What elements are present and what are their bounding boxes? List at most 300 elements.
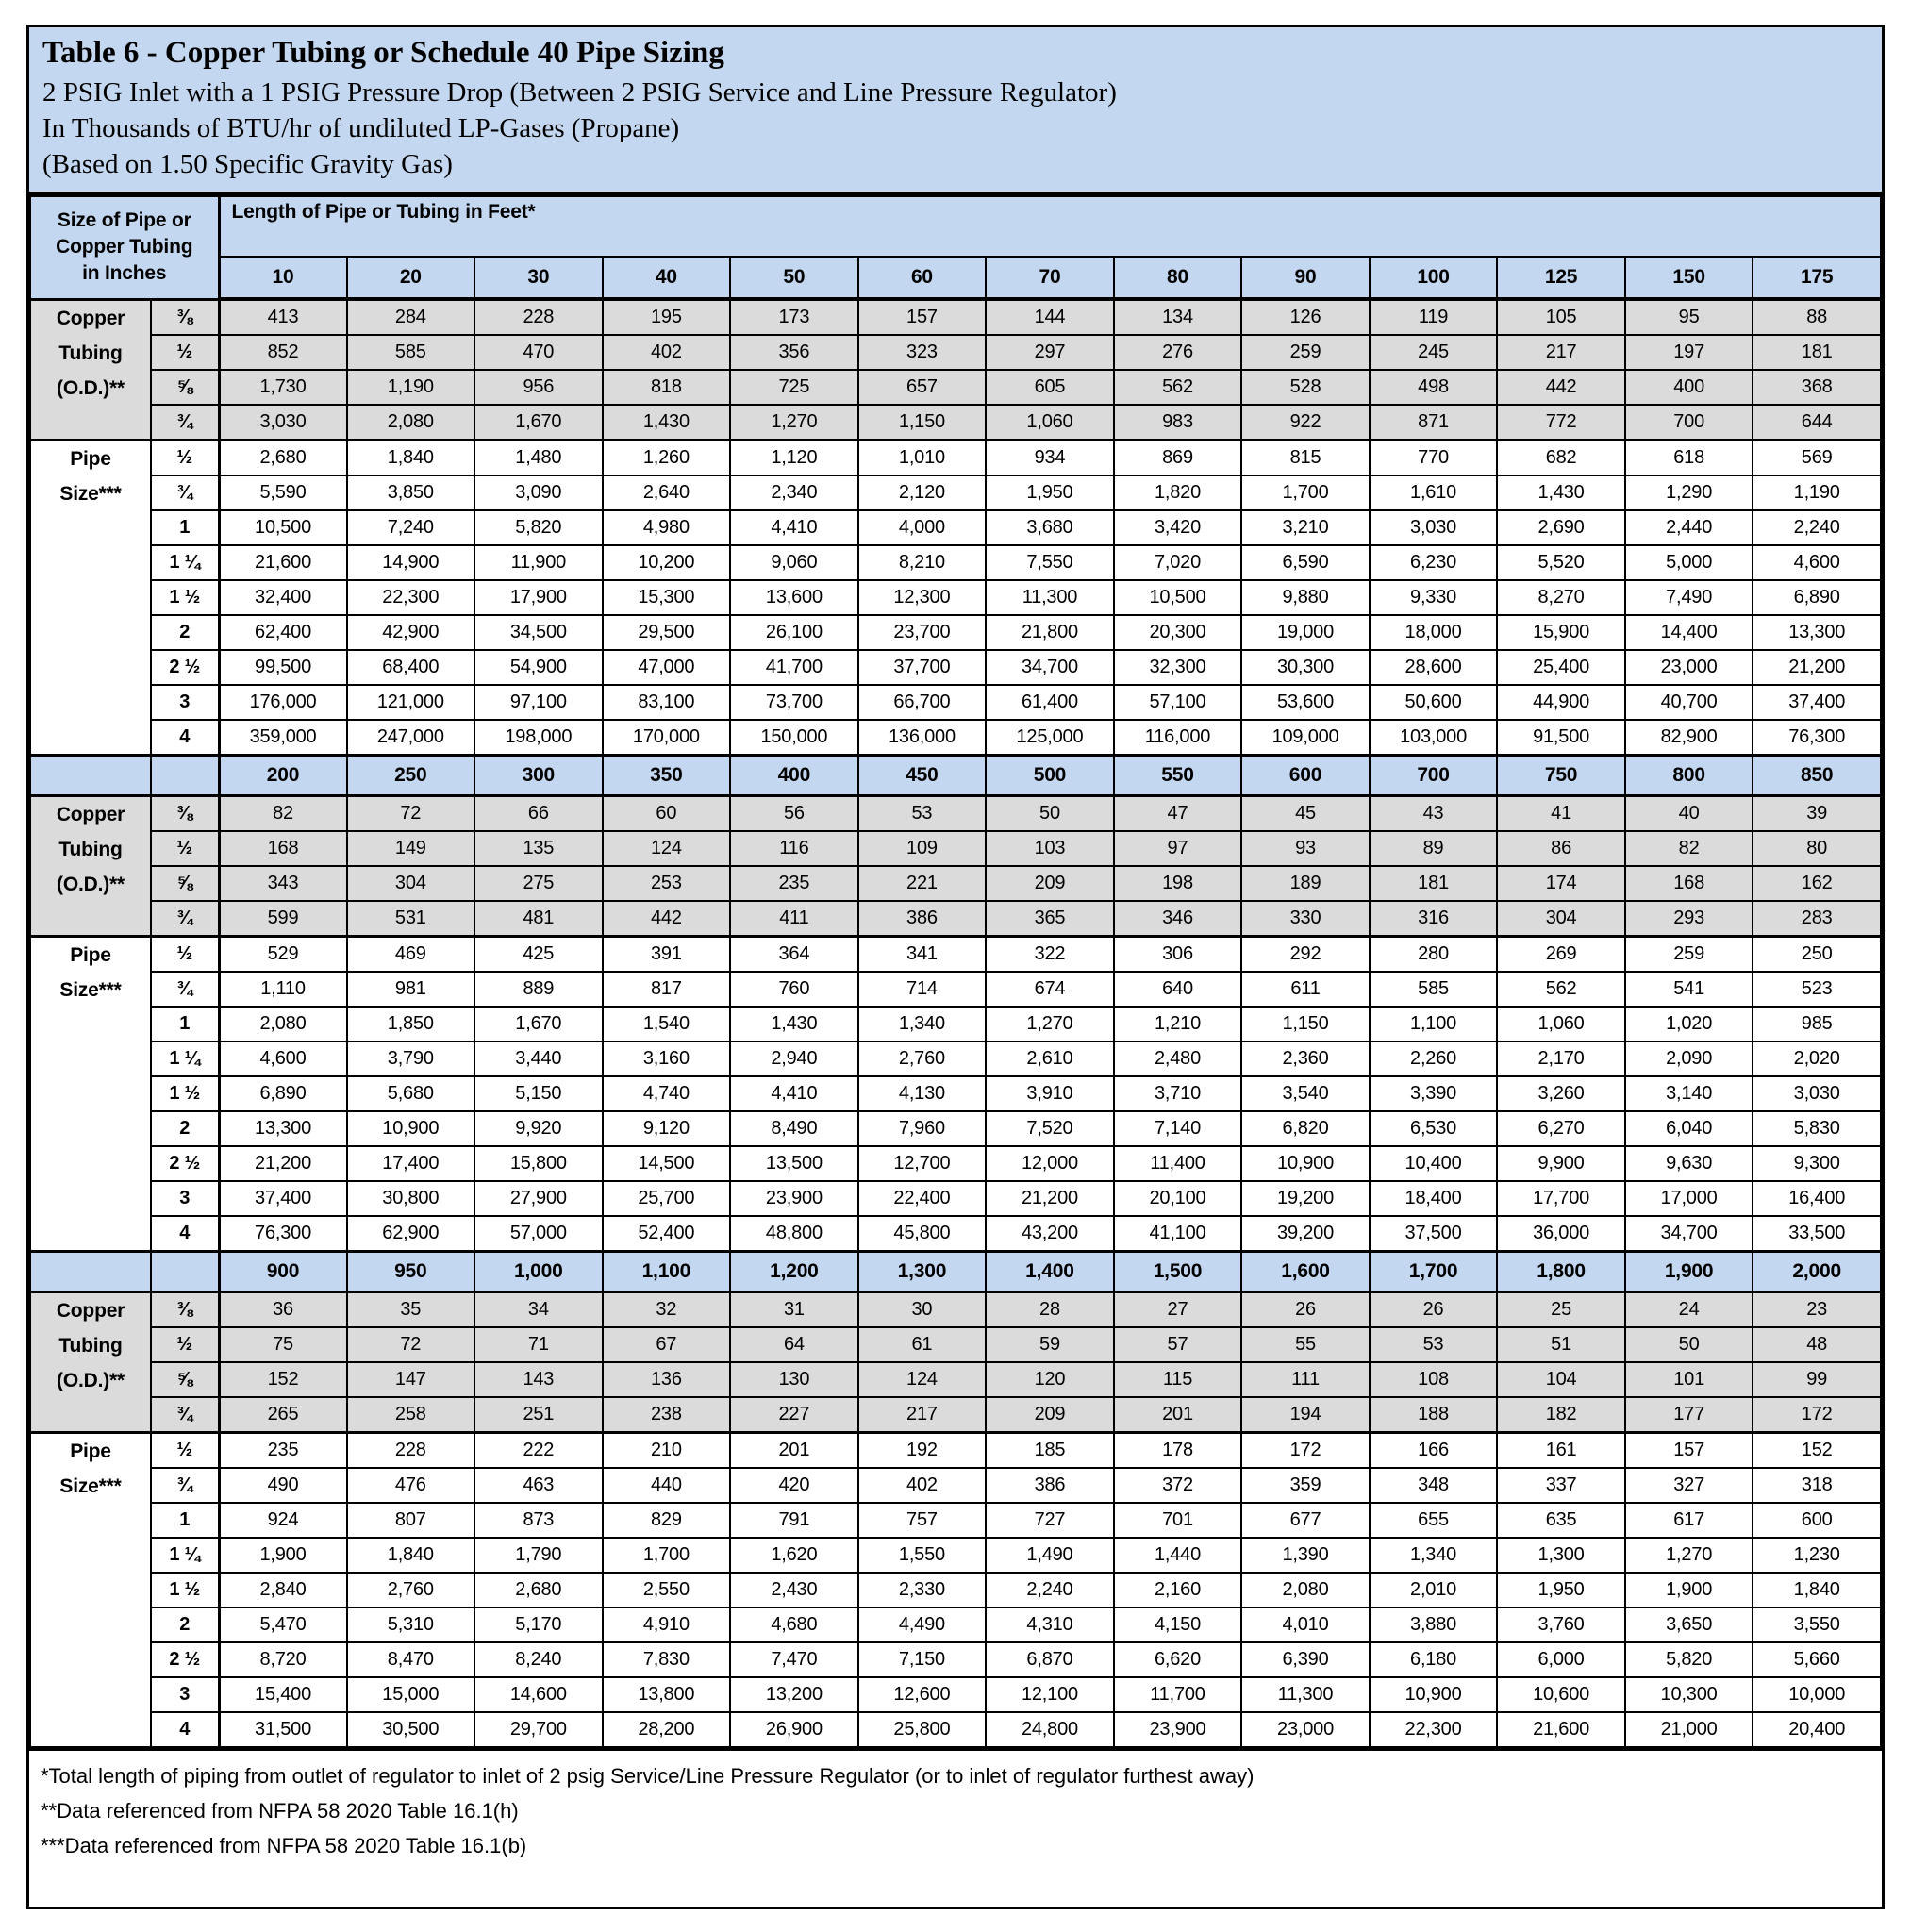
size-cell: ½ (151, 441, 219, 476)
value-cell: 47 (1114, 796, 1242, 832)
size-cell: 1 (151, 1503, 219, 1538)
value-cell: 3,790 (347, 1041, 475, 1076)
value-cell: 253 (603, 866, 731, 901)
value-cell: 470 (474, 335, 603, 370)
value-cell: 51 (1497, 1327, 1625, 1362)
value-cell: 30 (858, 1292, 987, 1328)
value-cell: 3,440 (474, 1041, 603, 1076)
value-cell: 43,200 (986, 1216, 1114, 1252)
section-column-header-cell: 700 (1370, 756, 1498, 796)
value-cell: 386 (986, 1468, 1114, 1503)
pipe-sizing-table (29, 195, 1882, 1748)
value-cell: 198,000 (474, 720, 603, 756)
group-label-cell (30, 1292, 151, 1433)
value-cell: 770 (1370, 441, 1498, 476)
table-row (30, 1607, 1881, 1642)
value-cell: 217 (1497, 335, 1625, 370)
value-cell: 55 (1241, 1327, 1370, 1362)
value-cell: 124 (858, 1362, 987, 1397)
column-header-cell: 70 (986, 257, 1114, 299)
value-cell: 108 (1370, 1362, 1498, 1397)
value-cell: 343 (219, 866, 347, 901)
value-cell: 481 (474, 901, 603, 937)
value-cell: 97 (1114, 831, 1242, 866)
value-cell: 2,010 (1370, 1573, 1498, 1607)
size-cell: ⅜ (151, 299, 219, 335)
value-cell: 166 (1370, 1433, 1498, 1469)
value-cell: 24,800 (986, 1712, 1114, 1747)
value-cell: 1,700 (1241, 475, 1370, 510)
size-cell: 4 (151, 1712, 219, 1747)
value-cell: 9,300 (1753, 1146, 1881, 1181)
table-row (30, 685, 1881, 720)
value-cell: 359,000 (219, 720, 347, 756)
value-cell: 442 (1497, 370, 1625, 405)
value-cell: 1,820 (1114, 475, 1242, 510)
value-cell: 86 (1497, 831, 1625, 866)
value-cell: 10,300 (1625, 1677, 1753, 1712)
column-header-cell: 30 (474, 257, 603, 299)
section-column-header-cell: 2,000 (1753, 1252, 1881, 1292)
value-cell: 1,620 (730, 1538, 858, 1573)
table-row (30, 1041, 1881, 1076)
value-cell: 318 (1753, 1468, 1881, 1503)
value-cell: 57,100 (1114, 685, 1242, 720)
value-cell: 116,000 (1114, 720, 1242, 756)
table-row (30, 510, 1881, 545)
table-row (30, 972, 1881, 1007)
value-cell: 3,210 (1241, 510, 1370, 545)
section-header-row (30, 756, 1881, 796)
value-cell: 611 (1241, 972, 1370, 1007)
value-cell: 251 (474, 1397, 603, 1433)
value-cell: 53 (858, 796, 987, 832)
value-cell: 26,100 (730, 615, 858, 650)
value-cell: 258 (347, 1397, 475, 1433)
value-cell: 280 (1370, 937, 1498, 973)
value-cell: 14,400 (1625, 615, 1753, 650)
group-label-line: (O.D.)** (57, 1370, 125, 1391)
value-cell: 2,550 (603, 1573, 731, 1607)
value-cell: 37,400 (1753, 685, 1881, 720)
value-cell: 1,850 (347, 1007, 475, 1041)
size-cell: 1 ¼ (151, 1538, 219, 1573)
value-cell: 23,000 (1625, 650, 1753, 685)
value-cell: 368 (1753, 370, 1881, 405)
value-cell: 35 (347, 1292, 475, 1328)
value-cell: 413 (219, 299, 347, 335)
value-cell: 1,340 (1370, 1538, 1498, 1573)
value-cell: 1,700 (603, 1538, 731, 1573)
footnote-copper-ref: **Data referenced from NFPA 58 2020 Table 16.1(h) (41, 1799, 519, 1823)
value-cell: 3,030 (1753, 1076, 1881, 1111)
value-cell: 161 (1497, 1433, 1625, 1469)
section-column-header-cell: 1,100 (603, 1252, 731, 1292)
value-cell: 618 (1625, 441, 1753, 476)
value-cell: 235 (730, 866, 858, 901)
value-cell: 359 (1241, 1468, 1370, 1503)
value-cell: 126 (1241, 299, 1370, 335)
size-cell: 1 ½ (151, 1573, 219, 1607)
value-cell: 10,500 (219, 510, 347, 545)
value-cell: 197 (1625, 335, 1753, 370)
value-cell: 67 (603, 1327, 731, 1362)
value-cell: 9,900 (1497, 1146, 1625, 1181)
value-cell: 15,000 (347, 1677, 475, 1712)
column-header-cell: 150 (1625, 257, 1753, 299)
group-label-line: Copper (56, 1300, 125, 1322)
value-cell: 162 (1753, 866, 1881, 901)
value-cell: 16,400 (1753, 1181, 1881, 1216)
value-cell: 1,060 (986, 405, 1114, 441)
value-cell: 11,400 (1114, 1146, 1242, 1181)
section-column-header-cell: 900 (219, 1252, 347, 1292)
section-column-header-cell: 1,500 (1114, 1252, 1242, 1292)
value-cell: 2,080 (1241, 1573, 1370, 1607)
value-cell: 25 (1497, 1292, 1625, 1328)
size-cell: ½ (151, 937, 219, 973)
value-cell: 2,430 (730, 1573, 858, 1607)
value-cell: 121,000 (347, 685, 475, 720)
value-cell: 4,010 (1241, 1607, 1370, 1642)
size-cell: 1 ½ (151, 580, 219, 615)
value-cell: 348 (1370, 1468, 1498, 1503)
table6-document (26, 25, 1885, 1909)
value-cell: 5,170 (474, 1607, 603, 1642)
value-cell: 585 (1370, 972, 1498, 1007)
value-cell: 52,400 (603, 1216, 731, 1252)
title-block (29, 27, 1882, 195)
column-header-cell: 10 (219, 257, 347, 299)
value-cell: 11,300 (986, 580, 1114, 615)
value-cell: 1,840 (347, 441, 475, 476)
value-cell: 1,010 (858, 441, 987, 476)
value-cell: 6,000 (1497, 1642, 1625, 1677)
section-column-header-cell: 550 (1114, 756, 1242, 796)
value-cell: 674 (986, 972, 1114, 1007)
value-cell: 1,120 (730, 441, 858, 476)
section-column-header-cell: 500 (986, 756, 1114, 796)
value-cell: 2,170 (1497, 1041, 1625, 1076)
value-cell: 983 (1114, 405, 1242, 441)
value-cell: 402 (603, 335, 731, 370)
value-cell: 32 (603, 1292, 731, 1328)
value-cell: 4,410 (730, 510, 858, 545)
table-row (30, 1076, 1881, 1111)
value-cell: 4,910 (603, 1607, 731, 1642)
group-label-cell (30, 937, 151, 1252)
value-cell: 1,340 (858, 1007, 987, 1041)
value-cell: 62,400 (219, 615, 347, 650)
table-row (30, 1181, 1881, 1216)
value-cell: 135 (474, 831, 603, 866)
footnote-pipe-ref: ***Data referenced from NFPA 58 2020 Table 16.1(b) (41, 1834, 527, 1857)
value-cell: 655 (1370, 1503, 1498, 1538)
value-cell: 15,800 (474, 1146, 603, 1181)
group-label-line: Tubing (58, 839, 123, 860)
value-cell: 3,160 (603, 1041, 731, 1076)
table-row (30, 901, 1881, 937)
value-cell: 4,150 (1114, 1607, 1242, 1642)
value-cell: 209 (986, 866, 1114, 901)
value-cell: 4,130 (858, 1076, 987, 1111)
value-cell: 323 (858, 335, 987, 370)
table-row (30, 299, 1881, 335)
size-cell: ½ (151, 335, 219, 370)
value-cell: 101 (1625, 1362, 1753, 1397)
value-cell: 57,000 (474, 1216, 603, 1252)
value-cell: 1,790 (474, 1538, 603, 1573)
value-cell: 157 (1625, 1433, 1753, 1469)
value-cell: 757 (858, 1503, 987, 1538)
value-cell: 1,950 (986, 475, 1114, 510)
table-row (30, 615, 1881, 650)
value-cell: 43 (1370, 796, 1498, 832)
value-cell: 1,260 (603, 441, 731, 476)
value-cell: 1,060 (1497, 1007, 1625, 1041)
value-cell: 1,610 (1370, 475, 1498, 510)
value-cell: 2,080 (219, 1007, 347, 1041)
size-cell: ¾ (151, 901, 219, 937)
value-cell: 136 (603, 1362, 731, 1397)
size-cell: 2 ½ (151, 1146, 219, 1181)
size-cell: ¾ (151, 405, 219, 441)
table-row (30, 1007, 1881, 1041)
value-cell: 2,240 (1753, 510, 1881, 545)
section-column-header-cell: 1,600 (1241, 1252, 1370, 1292)
value-cell: 21,200 (219, 1146, 347, 1181)
size-cell: 2 (151, 615, 219, 650)
group-label-cell (30, 796, 151, 937)
value-cell: 147 (347, 1362, 475, 1397)
value-cell: 21,000 (1625, 1712, 1753, 1747)
value-cell: 5,520 (1497, 545, 1625, 580)
value-cell: 7,470 (730, 1642, 858, 1677)
value-cell: 9,920 (474, 1111, 603, 1146)
value-cell: 17,700 (1497, 1181, 1625, 1216)
table-row (30, 1327, 1881, 1362)
table-row (30, 545, 1881, 580)
value-cell: 109,000 (1241, 720, 1370, 756)
value-cell: 64 (730, 1327, 858, 1362)
value-cell: 327 (1625, 1468, 1753, 1503)
table-row (30, 1468, 1881, 1503)
value-cell: 364 (730, 937, 858, 973)
value-cell: 760 (730, 972, 858, 1007)
value-cell: 36 (219, 1292, 347, 1328)
value-cell: 13,800 (603, 1677, 731, 1712)
table-row (30, 441, 1881, 476)
value-cell: 2,680 (474, 1573, 603, 1607)
value-cell: 14,500 (603, 1146, 731, 1181)
table-row (30, 1146, 1881, 1181)
value-cell: 3,850 (347, 475, 475, 510)
value-cell: 228 (474, 299, 603, 335)
value-cell: 124 (603, 831, 731, 866)
value-cell: 235 (219, 1433, 347, 1469)
value-cell: 23 (1753, 1292, 1881, 1328)
value-cell: 297 (986, 335, 1114, 370)
table-body (30, 299, 1881, 1747)
table-row (30, 831, 1881, 866)
value-cell: 617 (1625, 1503, 1753, 1538)
section-column-header-cell: 1,700 (1370, 1252, 1498, 1292)
value-cell: 7,150 (858, 1642, 987, 1677)
value-cell: 26 (1241, 1292, 1370, 1328)
value-cell: 20,300 (1114, 615, 1242, 650)
value-cell: 5,000 (1625, 545, 1753, 580)
section-header-empty-cell (30, 756, 151, 796)
value-cell: 111 (1241, 1362, 1370, 1397)
value-cell: 168 (219, 831, 347, 866)
value-cell: 585 (347, 335, 475, 370)
section-column-header-cell: 1,300 (858, 1252, 987, 1292)
value-cell: 3,540 (1241, 1076, 1370, 1111)
value-cell: 490 (219, 1468, 347, 1503)
value-cell: 7,490 (1625, 580, 1753, 615)
value-cell: 562 (1497, 972, 1625, 1007)
value-cell: 30,500 (347, 1712, 475, 1747)
value-cell: 60 (603, 796, 731, 832)
value-cell: 463 (474, 1468, 603, 1503)
table-row (30, 720, 1881, 756)
value-cell: 97,100 (474, 685, 603, 720)
value-cell: 28 (986, 1292, 1114, 1328)
value-cell: 6,390 (1241, 1642, 1370, 1677)
value-cell: 807 (347, 1503, 475, 1538)
value-cell: 442 (603, 901, 731, 937)
value-cell: 13,300 (219, 1111, 347, 1146)
value-cell: 23,900 (730, 1181, 858, 1216)
value-cell: 7,520 (986, 1111, 1114, 1146)
section-header-empty-cell (151, 1252, 219, 1292)
value-cell: 2,330 (858, 1573, 987, 1607)
value-cell: 6,530 (1370, 1111, 1498, 1146)
table-row (30, 866, 1881, 901)
group-label-line: Tubing (58, 341, 123, 364)
value-cell: 53,600 (1241, 685, 1370, 720)
value-cell: 1,020 (1625, 1007, 1753, 1041)
value-cell: 210 (603, 1433, 731, 1469)
value-cell: 6,040 (1625, 1111, 1753, 1146)
value-cell: 2,610 (986, 1041, 1114, 1076)
value-cell: 7,830 (603, 1642, 731, 1677)
value-cell: 498 (1370, 370, 1498, 405)
value-cell: 2,940 (730, 1041, 858, 1076)
value-cell: 402 (858, 1468, 987, 1503)
value-cell: 10,600 (1497, 1677, 1625, 1712)
value-cell: 247,000 (347, 720, 475, 756)
value-cell: 3,030 (219, 405, 347, 441)
length-header: Length of Pipe or Tubing in Feet* (219, 196, 1881, 257)
section-column-header-cell: 950 (347, 1252, 475, 1292)
value-cell: 61 (858, 1327, 987, 1362)
value-cell: 82,900 (1625, 720, 1753, 756)
value-cell: 3,910 (986, 1076, 1114, 1111)
value-cell: 6,890 (1753, 580, 1881, 615)
value-cell: 27,900 (474, 1181, 603, 1216)
value-cell: 37,400 (219, 1181, 347, 1216)
value-cell: 2,690 (1497, 510, 1625, 545)
size-cell: 3 (151, 685, 219, 720)
value-cell: 304 (1497, 901, 1625, 937)
value-cell: 168 (1625, 866, 1753, 901)
value-cell: 9,060 (730, 545, 858, 580)
value-cell: 176,000 (219, 685, 347, 720)
size-cell: 1 ¼ (151, 545, 219, 580)
value-cell: 27 (1114, 1292, 1242, 1328)
value-cell: 8,240 (474, 1642, 603, 1677)
value-cell: 33,500 (1753, 1216, 1881, 1252)
value-cell: 9,330 (1370, 580, 1498, 615)
section-column-header-cell: 250 (347, 756, 475, 796)
value-cell: 1,150 (858, 405, 987, 441)
value-cell: 1,490 (986, 1538, 1114, 1573)
value-cell: 476 (347, 1468, 475, 1503)
value-cell: 37,500 (1370, 1216, 1498, 1252)
size-cell: 2 (151, 1111, 219, 1146)
value-cell: 283 (1753, 901, 1881, 937)
value-cell: 2,160 (1114, 1573, 1242, 1607)
column-header-cell: 125 (1497, 257, 1625, 299)
value-cell: 28,600 (1370, 650, 1498, 685)
value-cell: 391 (603, 937, 731, 973)
table-row (30, 1111, 1881, 1146)
value-cell: 23,700 (858, 615, 987, 650)
value-cell: 34 (474, 1292, 603, 1328)
value-cell: 346 (1114, 901, 1242, 937)
value-cell: 922 (1241, 405, 1370, 441)
value-cell: 337 (1497, 1468, 1625, 1503)
value-cell: 15,900 (1497, 615, 1625, 650)
value-cell: 53 (1370, 1327, 1498, 1362)
section-column-header-cell: 450 (858, 756, 987, 796)
value-cell: 2,340 (730, 475, 858, 510)
value-cell: 29,500 (603, 615, 731, 650)
value-cell: 54,900 (474, 650, 603, 685)
table-row (30, 475, 1881, 510)
value-cell: 7,020 (1114, 545, 1242, 580)
table-row (30, 1677, 1881, 1712)
value-cell: 5,830 (1753, 1111, 1881, 1146)
section-header-row (30, 1252, 1881, 1292)
value-cell: 4,740 (603, 1076, 731, 1111)
value-cell: 99,500 (219, 650, 347, 685)
section-column-header-cell: 1,900 (1625, 1252, 1753, 1292)
value-cell: 201 (1114, 1397, 1242, 1433)
size-header-line: in Inches (82, 262, 167, 285)
value-cell: 22,400 (858, 1181, 987, 1216)
value-cell: 1,270 (1625, 1538, 1753, 1573)
value-cell: 103,000 (1370, 720, 1498, 756)
size-cell: ½ (151, 1433, 219, 1469)
value-cell: 8,490 (730, 1111, 858, 1146)
value-cell: 10,900 (1241, 1146, 1370, 1181)
value-cell: 5,660 (1753, 1642, 1881, 1677)
size-cell: ½ (151, 1327, 219, 1362)
value-cell: 19,000 (1241, 615, 1370, 650)
group-label-line: Copper (56, 307, 125, 329)
value-cell: 22,300 (347, 580, 475, 615)
value-cell: 10,900 (1370, 1677, 1498, 1712)
value-cell: 14,900 (347, 545, 475, 580)
table-row (30, 1712, 1881, 1747)
value-cell: 657 (858, 370, 987, 405)
group-label-line: Size*** (59, 979, 122, 1001)
value-cell: 640 (1114, 972, 1242, 1007)
size-cell: 3 (151, 1181, 219, 1216)
value-cell: 57 (1114, 1327, 1242, 1362)
